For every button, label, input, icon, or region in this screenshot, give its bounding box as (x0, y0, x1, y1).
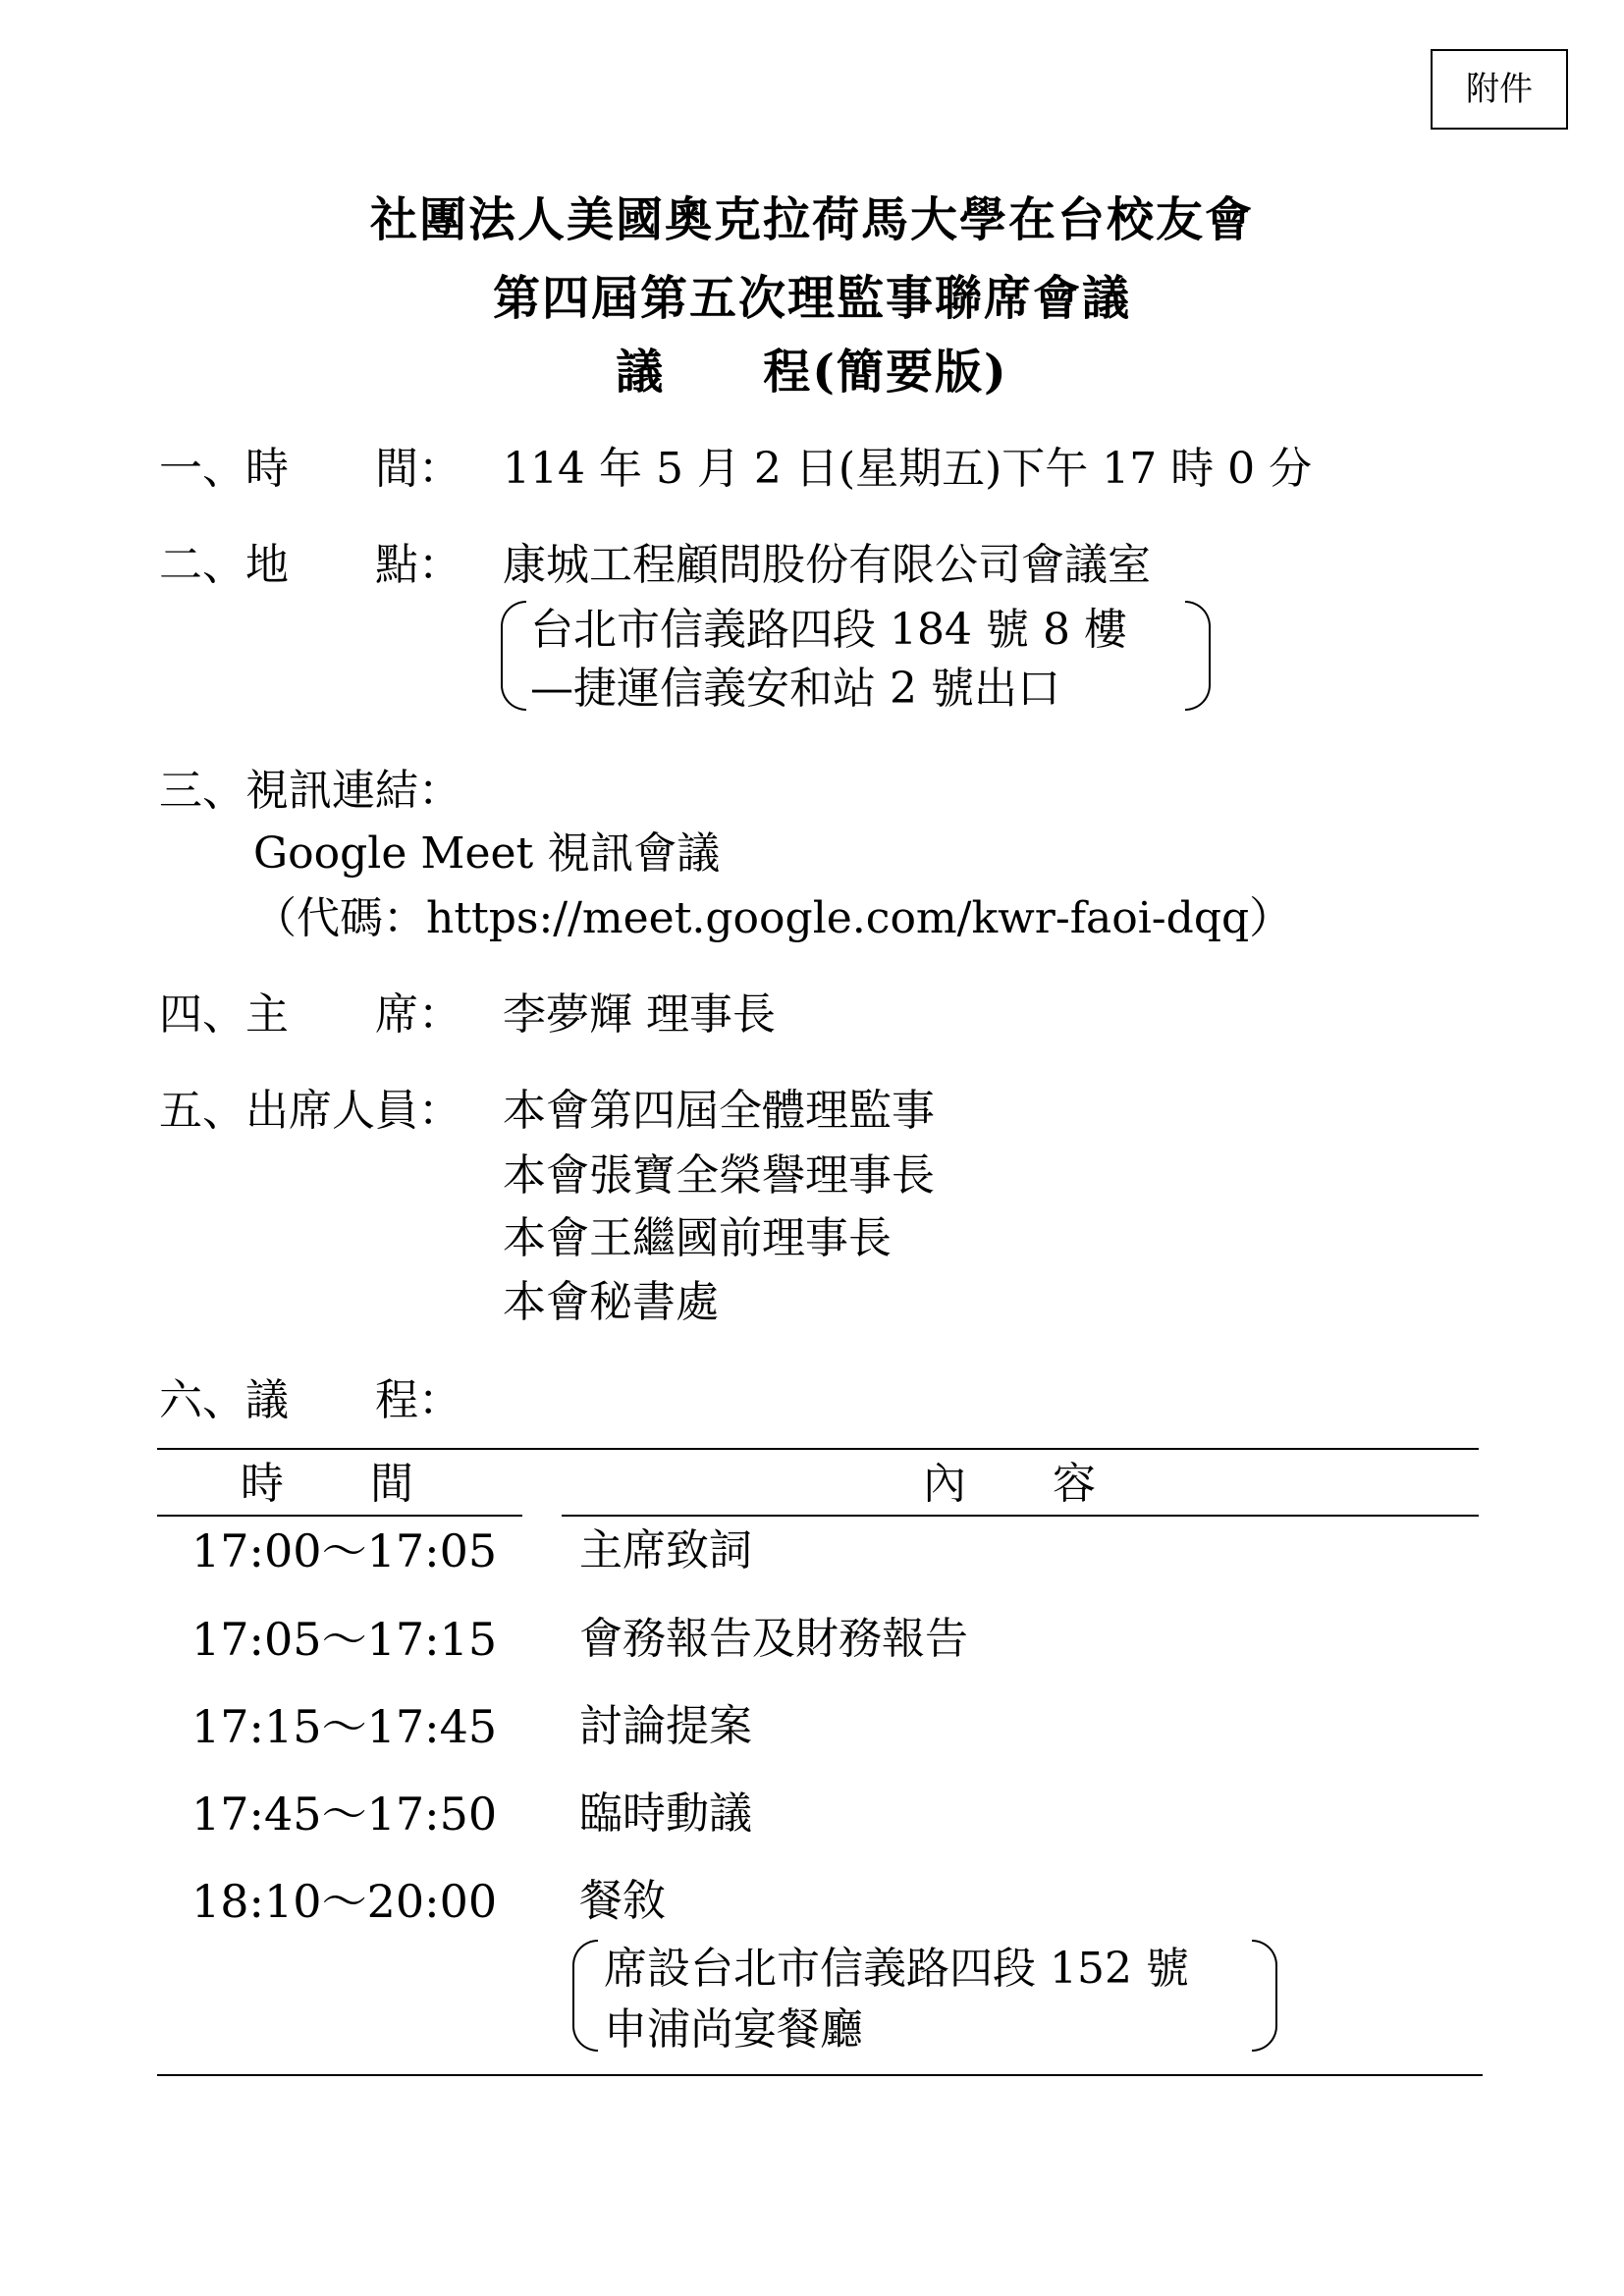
agenda-time: 17:45～17:50 (191, 1788, 498, 1841)
dinner-note-address: 席設台北市信義路四段 152 號 (604, 1944, 1189, 1994)
attendee-item: 本會第四屆全體理監事 (503, 1086, 935, 1136)
video-label: 三、視訊連結： (159, 766, 461, 816)
place-note-mrt: —捷運信義安和站 2 號出口 (530, 664, 1060, 714)
place-note-address: 台北市信義路四段 184 號 8 樓 (530, 605, 1127, 655)
table-header-content: 內 容 (923, 1459, 1096, 1509)
document-title: 社團法人美國奧克拉荷馬大學在台校友會 (369, 192, 1254, 247)
agenda-label: 六、議 程： (159, 1375, 461, 1425)
agenda-time: 17:15～17:45 (191, 1700, 498, 1753)
attendee-item: 本會秘書處 (503, 1277, 719, 1327)
time-value: 114 年 5 月 2 日(星期五)下午 17 時 0 分 (503, 444, 1313, 494)
agenda-time: 17:00～17:05 (191, 1524, 498, 1577)
agenda-time: 18:10～20:00 (191, 1875, 498, 1928)
table-bottom-rule (157, 2074, 1483, 2076)
table-top-rule (157, 1448, 1479, 1450)
video-link[interactable]: （代碼：https://meet.google.com/kwr-faoi-dqq） (253, 893, 1293, 943)
place-label: 二、地 點： (159, 540, 461, 590)
agenda-time: 17:05～17:15 (191, 1613, 498, 1666)
table-header-time: 時 間 (241, 1459, 413, 1509)
dinner-note-restaurant: 申浦尚宴餐廳 (604, 2004, 863, 2055)
dinner-note-right-bracket (1252, 1940, 1277, 2052)
agenda-content: 餐敘 (579, 1876, 666, 1926)
chair-label: 四、主 席： (159, 989, 461, 1040)
time-label: 一、時 間： (159, 444, 461, 494)
table-header-rule-content (562, 1515, 1479, 1517)
agenda-content: 主席致詞 (579, 1525, 752, 1575)
attendee-item: 本會王繼國前理事長 (503, 1213, 892, 1263)
place-note-left-bracket (501, 601, 526, 711)
agenda-content: 臨時動議 (579, 1789, 752, 1839)
agenda-content: 會務報告及財務報告 (579, 1614, 968, 1664)
video-platform: Google Meet 視訊會議 (253, 828, 721, 879)
attendees-label: 五、出席人員： (159, 1086, 461, 1136)
attachment-label: 附件 (1431, 49, 1568, 130)
agenda-title: 議 程(簡要版) (616, 345, 1008, 400)
dinner-note-left-bracket (572, 1940, 598, 2052)
agenda-content: 討論提案 (579, 1701, 752, 1751)
table-header-rule-time (157, 1515, 522, 1517)
place-note-right-bracket (1185, 601, 1211, 711)
attendee-item: 本會張寶全榮譽理事長 (503, 1150, 935, 1201)
chair-value: 李夢輝 理事長 (503, 989, 776, 1040)
meeting-title: 第四屆第五次理監事聯席會議 (492, 271, 1131, 326)
place-value: 康城工程顧問股份有限公司會議室 (503, 540, 1151, 590)
